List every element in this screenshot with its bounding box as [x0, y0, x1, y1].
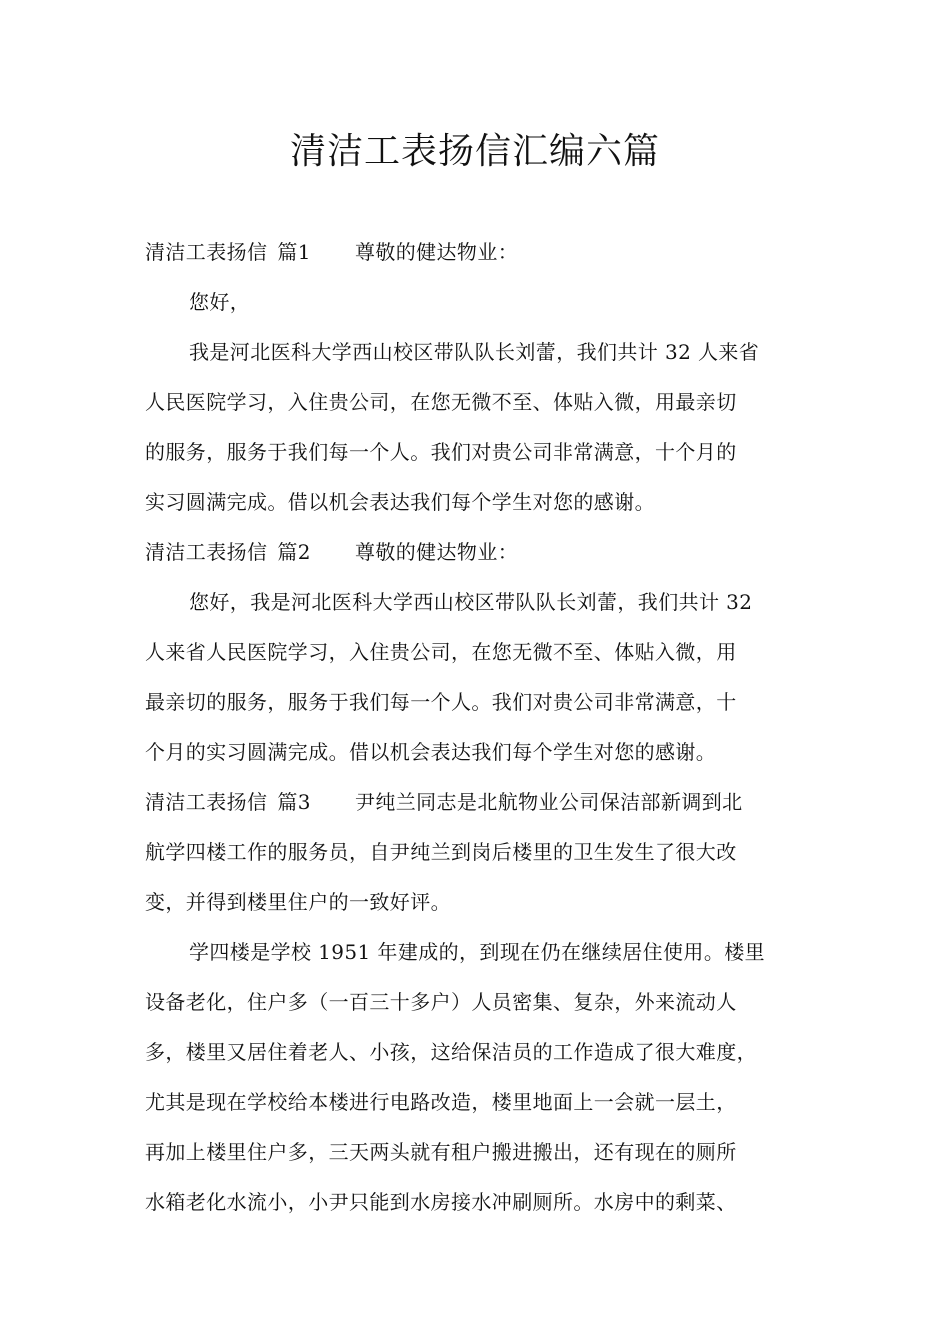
paragraph-line: 变，并得到楼里住户的一致好评。 — [145, 890, 451, 914]
paragraph-line: 最亲切的服务，服务于我们每一个人。我们对贵公司非常满意，十 — [145, 690, 737, 714]
paragraph-line: 人民医院学习，入住贵公司，在您无微不至、体贴入微，用最亲切 — [145, 390, 737, 414]
paragraph-line: 的服务，服务于我们每一个人。我们对贵公司非常满意，十个月的 — [145, 440, 737, 464]
paragraph-line: 您好， — [189, 290, 251, 314]
section-heading: 清洁工表扬信 — [145, 240, 268, 264]
section-label: 篇1 — [277, 240, 311, 264]
paragraph-line: 学四楼是学校 1951 年建成的，到现在仍在继续居住使用。楼里 — [189, 940, 766, 964]
paragraph-line: 个月的实习圆满完成。借以机会表达我们每个学生对您的感谢。 — [145, 740, 717, 764]
paragraph-line: 再加上楼里住户多，三天两头就有租户搬进搬出，还有现在的厕所 — [145, 1140, 737, 1164]
paragraph-line: 设备老化，住户多（一百三十多户）人员密集、复杂，外来流动人 — [145, 990, 737, 1014]
paragraph-line: 人来省人民医院学习，入住贵公司，在您无微不至、体贴入微，用 — [145, 640, 737, 664]
paragraph-line: 我是河北医科大学西山校区带队队长刘蕾，我们共计 32 人来省 — [189, 340, 760, 364]
page-title: 清洁工表扬信汇编六篇 — [289, 131, 660, 172]
section-heading: 清洁工表扬信 — [145, 540, 268, 564]
section-heading-line — [145, 227, 817, 277]
paragraph-line: 实习圆满完成。借以机会表达我们每个学生对您的感谢。 — [145, 490, 655, 514]
paragraph-line: 多，楼里又居住着老人、小孩，这给保洁员的工作造成了很大难度， — [145, 1040, 757, 1064]
section-label: 篇2 — [277, 540, 311, 564]
section-heading: 清洁工表扬信 — [145, 790, 268, 814]
section-salutation: 尹纯兰同志是北航物业公司保洁部新调到北 — [354, 790, 743, 814]
section-salutation: 尊敬的健达物业： — [354, 540, 519, 564]
paragraph-line: 您好，我是河北医科大学西山校区带队队长刘蕾，我们共计 32 — [189, 590, 753, 614]
document-body — [145, 227, 817, 1227]
paragraph-line: 水箱老化水流小，小尹只能到水房接水冲刷厕所。水房中的剩菜、 — [145, 1190, 737, 1214]
section-salutation: 尊敬的健达物业： — [354, 240, 519, 264]
paragraph-line: 尤其是现在学校给本楼进行电路改造，楼里地面上一会就一层土， — [145, 1090, 737, 1114]
section-heading-line — [145, 527, 817, 577]
section-label: 篇3 — [277, 790, 311, 814]
paragraph-line: 航学四楼工作的服务员，自尹纯兰到岗后楼里的卫生发生了很大改 — [145, 840, 737, 864]
section-heading-line — [145, 777, 817, 827]
